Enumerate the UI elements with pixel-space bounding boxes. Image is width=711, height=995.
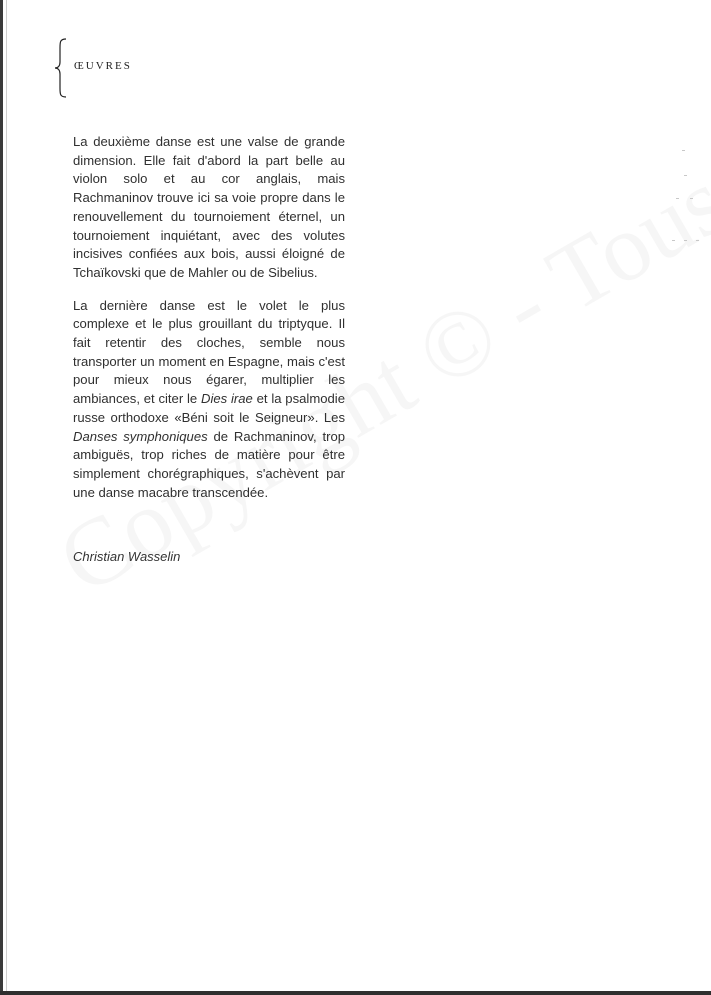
scan-speck bbox=[672, 240, 675, 241]
section-label: ŒUVRES bbox=[74, 60, 132, 72]
scan-speck bbox=[684, 240, 687, 241]
scan-speck bbox=[684, 175, 687, 176]
scan-speck bbox=[682, 150, 685, 151]
scan-speck bbox=[690, 198, 693, 199]
author-signature: Christian Wasselin bbox=[73, 549, 181, 564]
scan-speck bbox=[696, 240, 699, 241]
paragraph-text: et la psalmodie russe orthodoxe «Béni soit le Seigneur». Les bbox=[73, 391, 345, 425]
paragraph-second-dance: La deuxième danse est une valse de grande dimension. Elle fait d'abord la part belle au violon solo et au cor anglais, mais Rachmaninov trouve ici sa voie propre dans le renouvellement du tournoiement éternel, un tournoiement inquiétant, avec des volutes incisives confiées aux bois, aussi éloigné de Tchaïkovski que de Mahler ou de Sibelius. bbox=[73, 134, 345, 280]
work-title-dies-irae: Dies irae bbox=[200, 391, 253, 407]
work-title-danses-symphoniques: Danses symphoniques bbox=[73, 428, 208, 444]
curly-brace-icon bbox=[54, 38, 68, 98]
scan-speck bbox=[676, 198, 679, 199]
page-bottom-edge bbox=[0, 991, 711, 995]
page-left-edge bbox=[0, 0, 3, 995]
paragraph-last-dance bbox=[73, 297, 345, 503]
page-left-edge-line bbox=[6, 0, 7, 995]
paragraph-text: de Rachmaninov, trop ambiguës, trop riches de matière pour être simplement chorégraphiques, s'achèvent par une danse macabre transcendée. bbox=[73, 428, 346, 500]
article-body bbox=[73, 133, 345, 516]
paragraph-text: La dernière danse est le volet le plus complexe et le plus grouillant du triptyque. Il fait retentir des cloches, semble nous transporter un moment en Espagne, mais c'est pour mieux nous égarer, multiplier les ambiances, et citer le bbox=[73, 297, 345, 407]
